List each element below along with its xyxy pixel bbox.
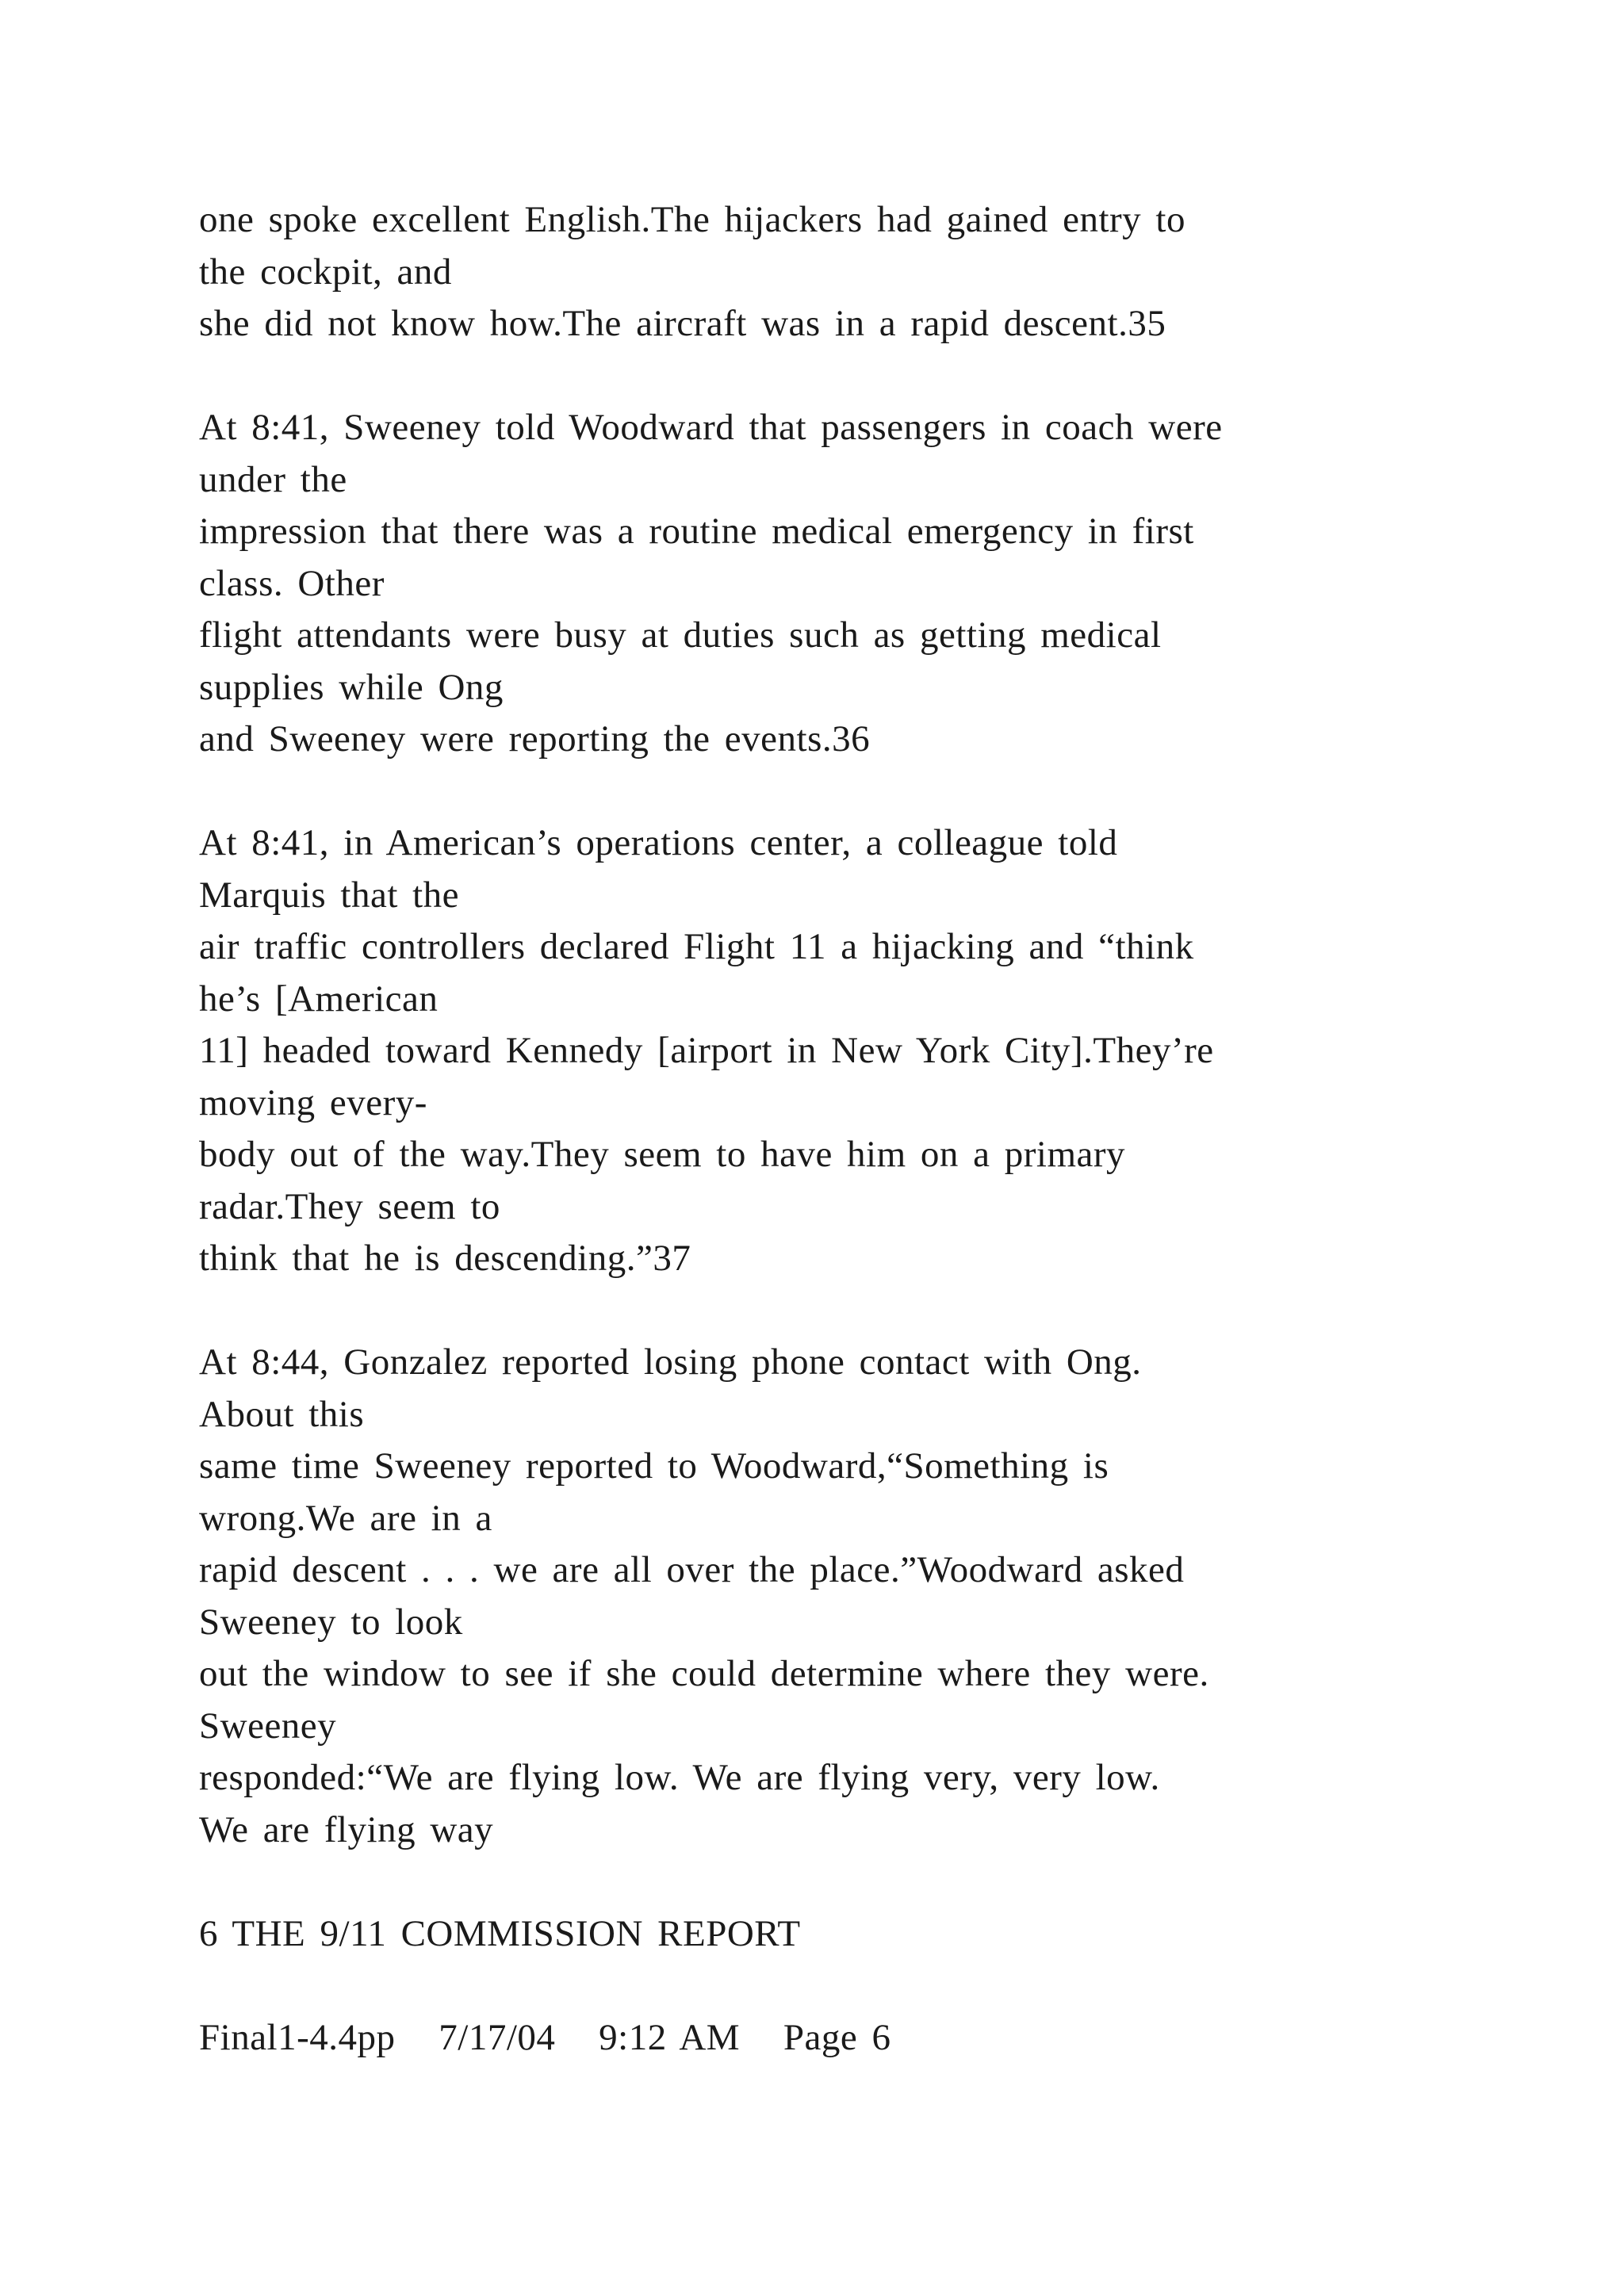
text-line: About this [199, 1393, 365, 1435]
paragraph-gap [199, 350, 1468, 403]
text-line: she did not know how.The aircraft was in a rapid descent.35 [199, 303, 1166, 344]
text-line: 11] headed toward Kennedy [airport in New York City].They’re [199, 1030, 1214, 1071]
paragraph-4 [199, 1337, 1468, 1856]
paragraph-gap [199, 766, 1468, 818]
text-line: the cockpit, and [199, 251, 452, 293]
text-line: Marquis that the [199, 874, 460, 916]
text-line: under the [199, 458, 347, 500]
text-line: We are flying way [199, 1808, 494, 1850]
paragraph-gap [199, 1856, 1468, 1908]
text-line: one spoke excellent English.The hijackers had gained entry to [199, 199, 1185, 240]
text-line: At 8:41, in American’s operations center, a colleague told [199, 822, 1118, 863]
print-slug: Final1-4.4pp 7/17/04 9:12 AM Page 6 [199, 2016, 891, 2058]
text-line: flight attendants were busy at duties such as getting medical [199, 614, 1162, 656]
text-line: wrong.We are in a [199, 1497, 492, 1539]
text-line: At 8:44, Gonzalez reported losing phone contact with Ong. [199, 1341, 1142, 1383]
running-footer: 6 THE 9/11 COMMISSION REPORT [199, 1912, 801, 1954]
text-line: he’s [American [199, 978, 439, 1020]
text-line: think that he is descending.”37 [199, 1238, 691, 1279]
paragraph-1 [199, 194, 1468, 350]
paragraph-3 [199, 817, 1468, 1285]
text-line: Sweeney to look [199, 1601, 463, 1643]
text-line: At 8:41, Sweeney told Woodward that passengers in coach were [199, 407, 1223, 448]
text-line: out the window to see if she could determine where they were. [199, 1653, 1209, 1694]
report-text [199, 194, 1468, 2064]
text-line: moving every- [199, 1081, 427, 1123]
text-line: radar.They seem to [199, 1185, 500, 1227]
text-line: class. Other [199, 562, 385, 604]
text-line: impression that there was a routine medical emergency in first [199, 511, 1194, 552]
text-line: responded:“We are flying low. We are flying very, very low. [199, 1757, 1160, 1798]
paragraph-2 [199, 402, 1468, 766]
text-line: air traffic controllers declared Flight 11 a hijacking and “think [199, 926, 1194, 967]
paragraph-gap [199, 1285, 1468, 1337]
text-line: body out of the way.They seem to have him on a primary [199, 1134, 1126, 1175]
text-line: same time Sweeney reported to Woodward,“Something is [199, 1445, 1109, 1487]
text-line: and Sweeney were reporting the events.36 [199, 718, 871, 760]
text-line: Sweeney [199, 1705, 337, 1747]
text-line: rapid descent . . . we are all over the place.”Woodward asked [199, 1549, 1185, 1590]
paragraph-gap [199, 1960, 1468, 2012]
text-line: supplies while Ong [199, 666, 504, 708]
